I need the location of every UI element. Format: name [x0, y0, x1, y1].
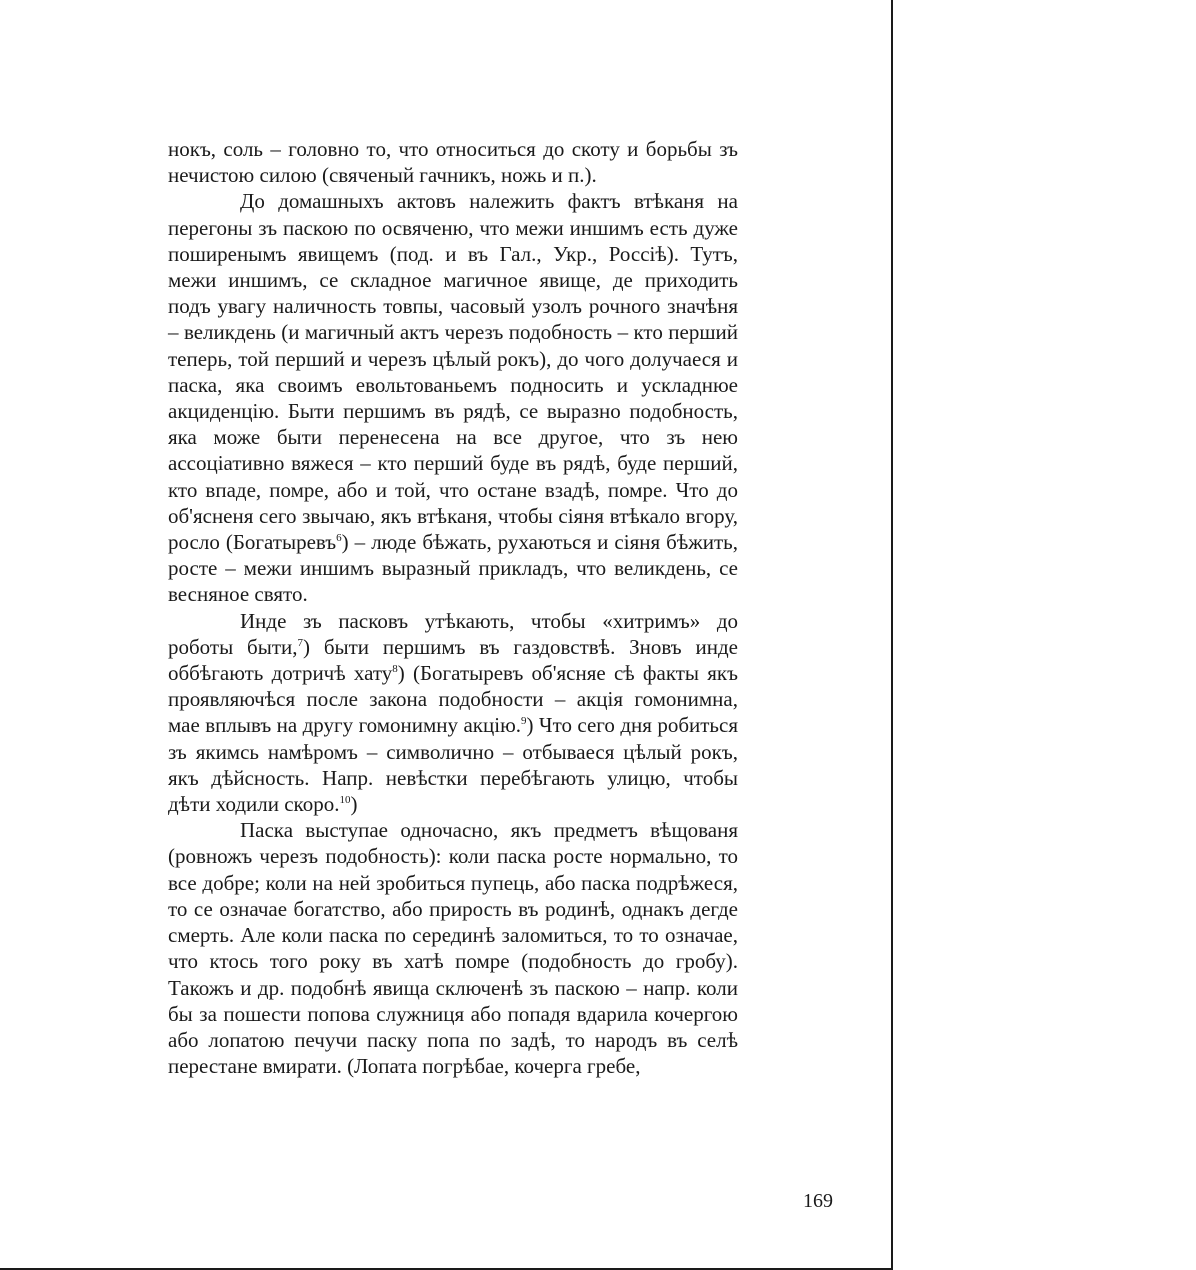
footnote-ref: 10: [339, 794, 351, 807]
paragraph-text: нокъ, соль – головно то, что относиться до скоту и борьбы зъ нечистою силою (свяченый гачникъ, ножь и п.).: [168, 137, 738, 188]
paragraph-text: ) – люде бѣжать, рухаються и сіяня бѣжить, росте – межи иншимъ выразный прикладъ, что великдень, се весняное свято.: [168, 530, 739, 607]
paragraph: [168, 817, 738, 1079]
paragraph-text: Паска выступае одночасно, якъ предметъ вѣщованя (ровножъ черезъ подобность): коли паска росте нормально, то все добре; коли на ней зробиться пупець, або паска подрѣжеся, то се означае богатство, або прирость въ родинѣ, однакъ дегде смерть. Але коли паска по серединѣ заломиться, то то означае, что ктось того року въ хатѣ помре (подобность до гробу). Такожъ и др. подобнѣ явища сключенѣ зъ паскою – напр. коли бы за пошести попова служниця або попадя вдарила кочергою або лопатою печучи паску попа по задѣ, то народъ въ селѣ перестане вмирати. (Лопата погрѣбае, кочерга гребе,: [168, 818, 738, 1079]
footnote-ref: 8: [392, 663, 398, 676]
page-number: 169: [803, 1190, 833, 1212]
paragraph: [168, 188, 738, 607]
paragraph-text: До домашныхъ актовъ належить фактъ втѣканя на перегоны зъ паскою по освяченю, что межи иншимъ есть дуже поширенымъ явищемъ (под. и въ Гал., Укр., Россіѣ). Тутъ, межи иншимъ, се складное магичное явище, де приходить подъ увагу наличность товпы, часовый узолъ рочного значѣня – великдень (и магичный актъ черезъ подобность – кто перший теперь, той перший и черезъ цѣлый рокъ), до чого долучаеся и паска, яка своимъ евольтованьемъ подносить и ускладнюе акциденцію. Быти першимъ въ рядѣ, се выразно подобность, яка може быти перенесена на все другое, что зъ нею ассоціативно вяжеся – кто перший буде въ рядѣ, буде перший, кто впаде, помре, або и той, что остане взадѣ, помре. Что до об'ясненя сего звычаю, якъ втѣканя, чтобы сіяня втѣкало вгору, росло (Богатыревъ: [168, 189, 738, 555]
paragraph: [168, 136, 738, 188]
paragraph-text: ) быти першимъ въ газдовствѣ. Зновъ инде оббѣгають дотричѣ хату: [168, 634, 738, 686]
footnote-ref: 9: [521, 715, 527, 728]
footnote-ref: 7: [297, 636, 303, 649]
paragraph-text: ) Что сего дня робиться зъ якимсь намѣромъ – символично – отбываеся цѣлый рокъ, якъ дѣйсность. Напр. невѣстки перебѣгають улицю, чтобы дѣти ходили скоро.: [168, 713, 738, 817]
body-text: [168, 136, 738, 1079]
paragraph-text: Инде зъ пасковъ утѣкають, чтобы «хитримъ» до роботы быти,: [168, 608, 738, 659]
paragraph-text: ) (Богатыревъ об'ясняе сѣ факты якъ проявляючѣся после закона подобности – акція гомонимна, мае вплывъ на другу гомонимну акцію.: [168, 661, 738, 738]
paragraph: [168, 608, 738, 818]
footnote-ref: 6: [336, 532, 342, 545]
paragraph-text: ): [350, 792, 358, 817]
